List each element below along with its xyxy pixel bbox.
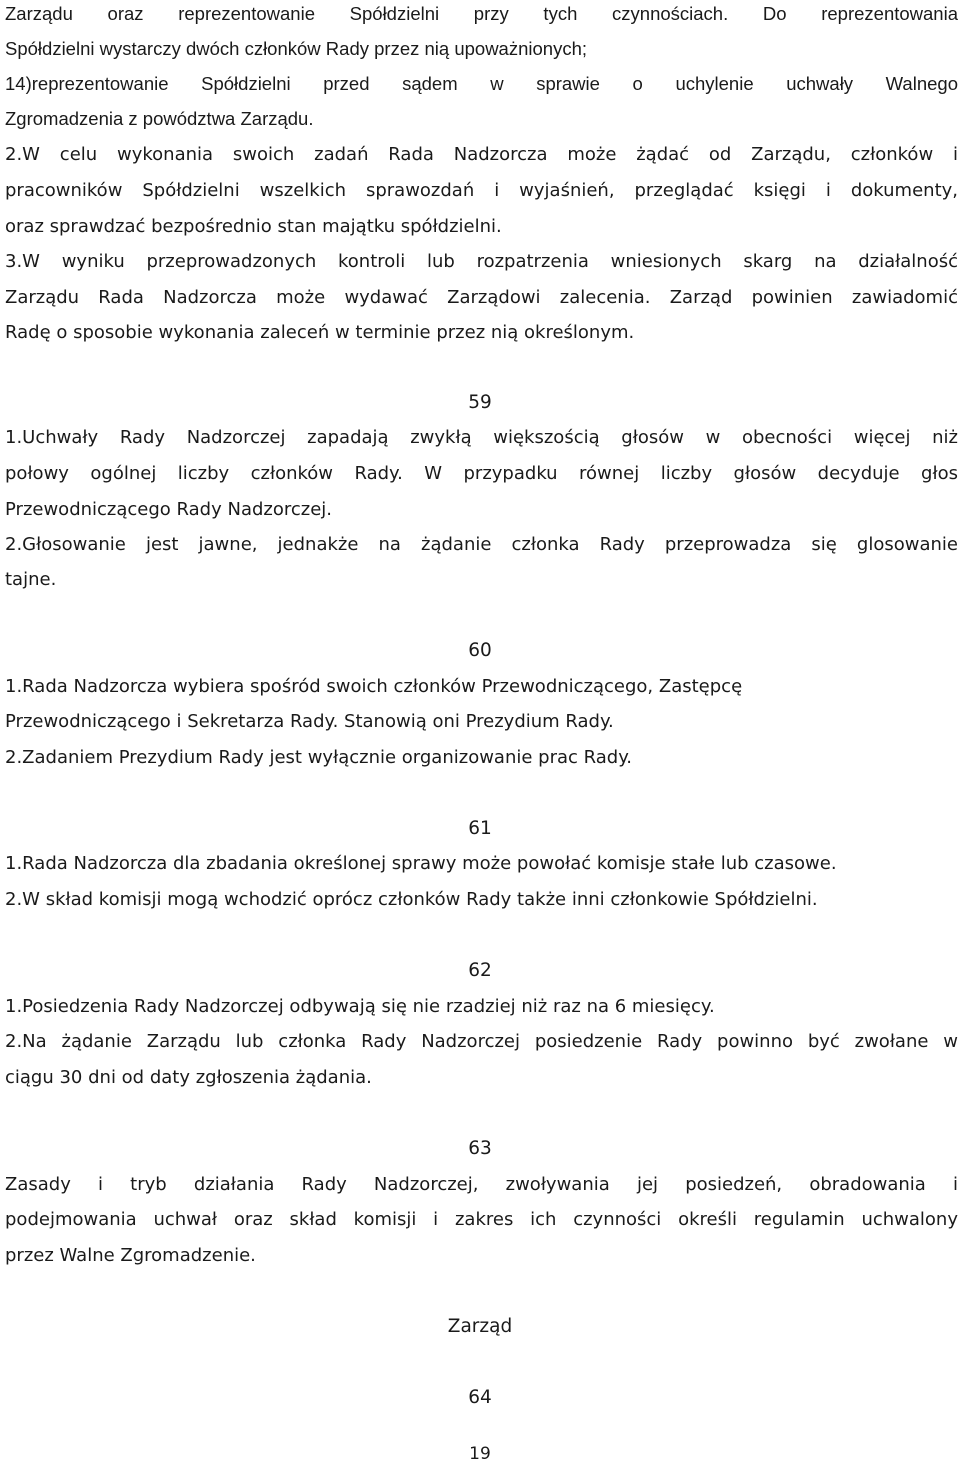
text-line: podejmowania uchwał oraz skład komisji i zakres ich czynności określi regulamin uchwalony: [5, 1209, 958, 1230]
text-line: 2.W skład komisji mogą wchodzić oprócz członków Rady także inni członkowie Spółdzielni.: [5, 889, 818, 910]
text-line: Zarządu Rada Nadzorcza może wydawać Zarządowi zalecenia. Zarząd powinien zawiadomić: [5, 287, 958, 308]
section-heading-61: 61: [468, 818, 492, 839]
text-line: Spółdzielni wystarczy dwóch członków Rady przez nią upoważnionych;: [5, 38, 588, 59]
text-line: 14)reprezentowanie Spółdzielni przed sądem w sprawie o uchylenie uchwały Walnego: [5, 73, 958, 94]
text-line: 1.Rada Nadzorcza dla zbadania określonej sprawy może powołać komisje stałe lub czasowe.: [5, 853, 837, 874]
chapter-heading: Zarząd: [447, 1316, 513, 1337]
text-line: 2.Głosowanie jest jawne, jednakże na żądanie członka Rady przeprowadza się glosowanie: [5, 534, 958, 555]
section-heading-59: 59: [468, 392, 492, 413]
text-line: Przewodniczącego Rady Nadzorczej.: [5, 499, 333, 520]
text-line: 3.W wyniku przeprowadzonych kontroli lub rozpatrzenia wniesionych skarg na działalność: [5, 251, 958, 272]
text-line: 2.Zadaniem Prezydium Rady jest wyłącznie organizowanie prac Rady.: [5, 747, 633, 768]
section-heading-64: 64: [468, 1387, 492, 1408]
text-line: pracowników Spółdzielni wszelkich sprawozdań i wyjaśnień, przeglądać księgi i dokumenty,: [5, 180, 958, 201]
text-line: Przewodniczącego i Sekretarza Rady. Stanowią oni Prezydium Rady.: [5, 711, 614, 732]
text-line: 1.Posiedzenia Rady Nadzorczej odbywają się nie rzadziej niż raz na 6 miesięcy.: [5, 996, 715, 1017]
text-line: 1.Rada Nadzorcza wybiera spośród swoich członków Przewodniczącego, Zastępcę: [5, 676, 743, 697]
text-line: Zarządu oraz reprezentowanie Spółdzielni przy tych czynnościach. Do reprezentowania: [5, 3, 958, 24]
section-heading-62: 62: [468, 960, 492, 981]
text-line: Radę o sposobie wykonania zaleceń w terminie przez nią określonym.: [5, 322, 635, 343]
text-line: przez Walne Zgromadzenie.: [5, 1245, 256, 1266]
text-line: tajne.: [5, 569, 57, 590]
section-heading-60: 60: [468, 640, 492, 661]
text-line: Zasady i tryb działania Rady Nadzorczej, zwoływania jej posiedzeń, obradowania i: [5, 1174, 958, 1195]
page-number: 19: [469, 1444, 491, 1464]
text-line: 2.Na żądanie Zarządu lub członka Rady Nadzorczej posiedzenie Rady powinno być zwołane w: [5, 1031, 958, 1052]
text-line: Zgromadzenia z powództwa Zarządu.: [5, 108, 314, 129]
text-line: oraz sprawdzać bezpośrednio stan majątku spółdzielni.: [5, 216, 502, 237]
section-heading-63: 63: [468, 1138, 492, 1159]
text-line: ciągu 30 dni od daty zgłoszenia żądania.: [5, 1067, 372, 1088]
text-line: 2.W celu wykonania swoich zadań Rada Nadzorcza może żądać od Zarządu, członków i: [5, 144, 958, 165]
text-line: połowy ogólnej liczby członków Rady. W przypadku równej liczby głosów decyduje głos: [5, 463, 958, 484]
text-line: 1.Uchwały Rady Nadzorczej zapadają zwykłą większością głosów w obecności więcej niż: [5, 427, 958, 448]
